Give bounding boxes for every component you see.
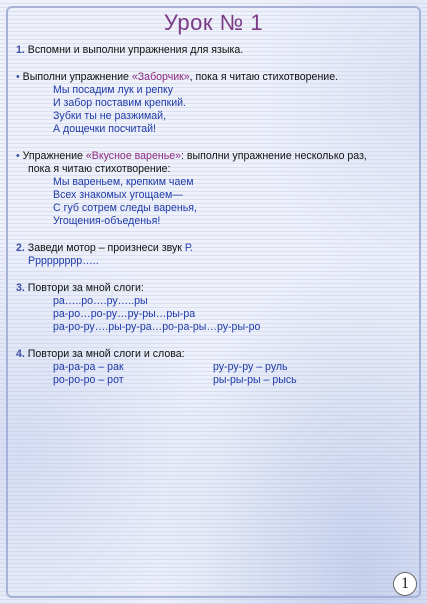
poem-line: Всех знакомых угощаем— (53, 189, 183, 201)
syllables-list (16, 295, 413, 334)
syllable-word-row (16, 361, 413, 374)
task-text-start: Упражнение (22, 150, 86, 162)
task-text: Вспомни и выполни упражнения для языка. (27, 44, 244, 56)
task-number: 3. (16, 282, 25, 294)
task-number: 4. (16, 348, 25, 360)
lesson-content (16, 44, 413, 387)
task-text: Повтори за мной слоги: (27, 282, 144, 294)
task-1 (16, 44, 413, 57)
task-text-start: Выполни упражнение (22, 71, 132, 83)
syllable-line: ра-ро-ру….ры-ру-ра…ро-ра-ры…ру-ры-ро (53, 321, 261, 333)
syllable-line: ра…..ро….ру…..ры (53, 295, 148, 307)
poem-line: С губ сотрем следы варенья, (53, 202, 197, 214)
page-title: Урок № 1 (163, 10, 264, 35)
task-number: 2. (16, 242, 25, 254)
syllable-word: ро-ро-ро – рот (53, 374, 124, 386)
task-number: 1. (16, 44, 25, 56)
poem-varenie (16, 176, 413, 228)
task-text-end: : выполни упражнение несколько раз, (181, 150, 367, 162)
syllable-word: ру-ру-ру – руль (213, 361, 288, 373)
poem-line: Зубки ты не разжимай, (53, 110, 167, 122)
task-text-line2: пока я читаю стихотворение: (28, 163, 171, 175)
syllable-word: ра-ра-ра – рак (53, 361, 124, 373)
task-text-end: , пока я читаю стихотворение. (189, 71, 339, 83)
poem-line: И забор поставим крепкий. (53, 97, 186, 109)
sound-letter: Р. (184, 242, 193, 254)
task-4 (16, 348, 413, 361)
sound-line: Ррррррррр….. (28, 255, 99, 267)
task-text: Заведи мотор – произнеси звук (27, 242, 185, 254)
page-number-badge: 1 (393, 572, 417, 596)
exercise-name: «Вкусное варенье» (85, 150, 181, 162)
poem-line: Мы вареньем, крепким чаем (53, 176, 194, 188)
task-zaborchik (16, 71, 413, 84)
poem-line: Угощения-объеденья! (53, 215, 161, 227)
exercise-name: «Заборчик» (131, 71, 190, 83)
task-3 (16, 282, 413, 295)
syllable-word: ры-ры-ры – рысь (213, 374, 297, 386)
poem-line: А дощечки посчитай! (53, 123, 156, 135)
syllable-line: ра-ро…ро-ру…ру-ры…ры-ра (53, 308, 196, 320)
task-varenie (16, 150, 413, 163)
syllable-word-row (16, 374, 413, 387)
bullet-icon: • (16, 150, 20, 162)
poem-line: Мы посадим лук и репку (53, 84, 174, 96)
bullet-icon: • (16, 71, 20, 83)
poem-zaborchik (16, 84, 413, 136)
task-text: Повтори за мной слоги и слова: (27, 348, 185, 360)
task-2 (16, 242, 413, 255)
